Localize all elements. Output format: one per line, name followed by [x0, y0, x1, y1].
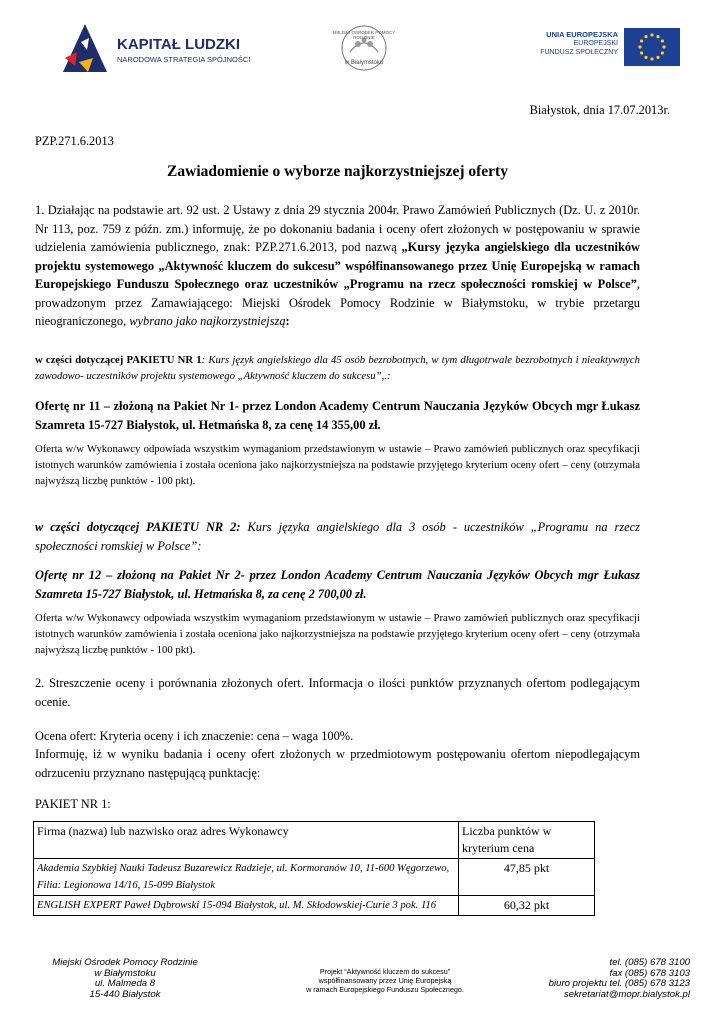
pk2-label: w części dotyczącej PAKIETU NR 2:: [35, 520, 241, 534]
table-row: [34, 896, 595, 916]
footer-left-line: 15-440 Białystok: [89, 988, 161, 1000]
paragraph-2: 2. Streszczenie oceny i porównania złożonych ofert. Informacja o ilości punktów przyznanych ofertom podlegającym ocenie.: [35, 676, 640, 709]
footer-email[interactable]: sekretariat@mopr.bialystok.pl: [563, 988, 690, 1000]
pakiet-2-description: [35, 518, 640, 555]
kapital-ludzki-emblem-icon: [55, 22, 115, 74]
mopr-line2: w Białymstoku: [344, 60, 384, 66]
ue-line3: FUNDUSZ SPOŁECZNY: [540, 49, 618, 56]
page-title: Zawiadomienie o wyborze najkorzystniejszej oferty: [167, 163, 508, 180]
offer-12: Ofertę nr 12 – złożoną na Pakiet Nr 2- przez London Academy Centrum Nauczania Języków Obcych mgr Łukasz Szamreta 15-727 Białystok, ul. Hetmańska 8, za cenę 2 700,00 zł.: [35, 568, 640, 601]
table-cell-points: 60,32 pkt: [459, 896, 595, 916]
footer-center-line: Projekt “Aktywność kluczem do sukcesu”: [319, 967, 451, 976]
eu-star-icon: [650, 33, 653, 36]
eu-star-icon: [640, 51, 643, 54]
eu-star-icon: [662, 45, 665, 48]
eu-star-icon: [638, 45, 641, 48]
pk2-text: Kurs języka angielskiego dla 3 osób - uczestników „Programu na rzecz społeczności romskiej w Polsce”:: [35, 520, 640, 553]
pakiet-label: PAKIET NR 1:: [35, 797, 111, 811]
p1-text-d: wybrano jako najkorzystniejszą: [129, 314, 286, 328]
eu-star-icon: [640, 39, 643, 42]
kl-subtitle: NARODOWA STRATEGIA SPÓJNOŚCI: [117, 55, 251, 64]
eu-star-icon: [644, 56, 647, 59]
p1-text-a: 1. Działając na podstawie art. 92 ust. 2 Ustawy z dnia 29 stycznia 2004r. Prawo Zamówień Publicznych (Dz. U. z 2010r. Nr 113, poz. 759 z późn. zm.) informuję, że po dokonaniu badania i oceny ofert złożonych w postępowaniu w sprawie udzielenia zamówienia publicznego, znak: PZP.271.6.2013, pod nazwą: [35, 203, 640, 254]
mopr-logo: [328, 22, 400, 72]
eu-star-icon: [656, 56, 659, 59]
offer-11: Ofertę nr 11 – złożoną na Pakiet Nr 1- przez London Academy Centrum Nauczania Języków Obcych mgr Łukasz Szamreta 15-727 Białystok, ul. Hetmańska 8, za cenę 14 355,00 zł.: [35, 399, 640, 432]
table-cell-points: 47,85 pkt: [459, 859, 595, 896]
pk1-label: w części dotyczącej PAKIETU NR 1: [35, 354, 202, 366]
points-table: [33, 821, 595, 916]
table-header-row: [34, 822, 595, 859]
paragraph-4: Informuję, iż w wyniku badania i oceny ofert złożonych w przedmiotowym postępowaniu ofertom niepodlegającym odrzuceniu przyznano następującą punktację:: [35, 747, 640, 780]
kapital-ludzki-logo: [55, 22, 251, 74]
footer-project-phone: biuro projektu tel. (085) 678 3123: [548, 978, 690, 989]
pakiet-1-description: [35, 352, 640, 384]
eu-star-icon: [650, 57, 653, 60]
offer-12-note: Oferta w/w Wykonawcy odpowiada wszystkim wymaganiom przedstawionym w ustawie – Prawo zamówień publicznych oraz specyfikacji istotnych warunków zamówienia i została oceniona jako najkorzystniejsza na podstawie przyjętego kryterium oceny ofert – ceny (otrzymała najwyższą liczbę punktów - 100 pkt).: [35, 612, 640, 656]
eu-flag-icon: [624, 28, 680, 66]
paragraph-1: [35, 201, 640, 331]
paragraph-3: Ocena ofert: Kryteria oceny i ich znaczenie: cena – waga 100%.: [35, 729, 354, 743]
table-header-points: Liczba punktów w kryterium cena: [459, 822, 595, 859]
place-date: Białystok, dnia 17.07.2013r.: [529, 103, 670, 117]
ue-title: UNIA EUROPEJSKA: [546, 30, 618, 39]
table-cell-firm: ENGLISH EXPERT Paweł Dąbrowski 15-094 Białystok, ul. M. Skłodowskiej-Curie 3 pok. 116: [34, 896, 459, 916]
table-row: [34, 859, 595, 896]
eu-star-icon: [656, 35, 659, 38]
footer-phone: tel. (085) 678 3100: [609, 957, 690, 968]
offer-11-note: Oferta w/w Wykonawcy odpowiada wszystkim wymaganiom przedstawionym w ustawie – Prawo zamówień publicznych oraz specyfikacji istotnych warunków zamówienia i została oceniona jako najkorzystniejsza na podstawie przyjętego kryterium oceny ofert – ceny (otrzymała najwyższą liczbę punktów - 100 pkt).: [35, 443, 640, 487]
ue-line2: EUROPEJSKI: [573, 40, 618, 47]
footer-address: [35, 958, 215, 1000]
p1-text-e: :: [285, 314, 290, 328]
p1-text-c: , prowadzonym przez Zamawiającego: Miejski Ośrodek Pomocy Rodzinie w Białymstoku, w trybie przetargu nieograniczonego,: [35, 277, 640, 328]
footer-left-line: w Białymstoku: [94, 967, 156, 979]
kl-title: KAPITAŁ LUDZKI: [117, 36, 241, 53]
footer-left-line: ul. Malmeda 8: [94, 978, 156, 989]
footer-contact: [500, 958, 690, 1000]
footer-center-line: w ramach Europejskiego Funduszu Społecznego.: [306, 985, 464, 994]
reference-number: PZP.271.6.2013: [35, 134, 114, 148]
footer-left-line: Miejski Ośrodek Pomocy Rodzinie: [52, 957, 198, 968]
eu-logo: [540, 28, 680, 68]
eu-star-icon: [661, 51, 664, 54]
footer-project: [270, 967, 500, 994]
p1-contract-name: „Kursy języka angielskiego dla uczestników projektu systemowego „Aktywność kluczem do sukcesu” współfinansowanego przez Unię Europejską w ramach Europejskiego Funduszu Społecznego oraz uczestników „Programu na rzecz społeczności romskiej w Polsce”: [35, 240, 640, 291]
table-header-firm: Firma (nazwa) lub nazwisko oraz adres Wykonawcy: [34, 822, 459, 859]
footer-center-line: współfinansowany przez Unię Europejską: [318, 976, 452, 985]
footer-fax: fax (085) 678 3103: [609, 967, 690, 979]
mopr-line1: MIEJSKI OŚRODEK POMOCY RODZINIE: [332, 30, 396, 40]
pk1-text: : Kurs język angielskiego dla 45 osób bezrobotnych, w tym długotrwale bezrobotnych i nieaktywnych zawodowo- uczestników projektu systemowego „Aktywność kluczem do sukcesu”,.:: [35, 354, 640, 382]
eu-star-icon: [644, 35, 647, 38]
eu-star-icon: [661, 39, 664, 42]
table-cell-firm: Akademia Szybkiej Nauki Tadeusz Buzarewicz Radzieje, ul. Kormoranów 10, 11-600 Węgorzewo, Filia: Legionowa 14/16, 15-099 Białystok: [34, 859, 459, 896]
